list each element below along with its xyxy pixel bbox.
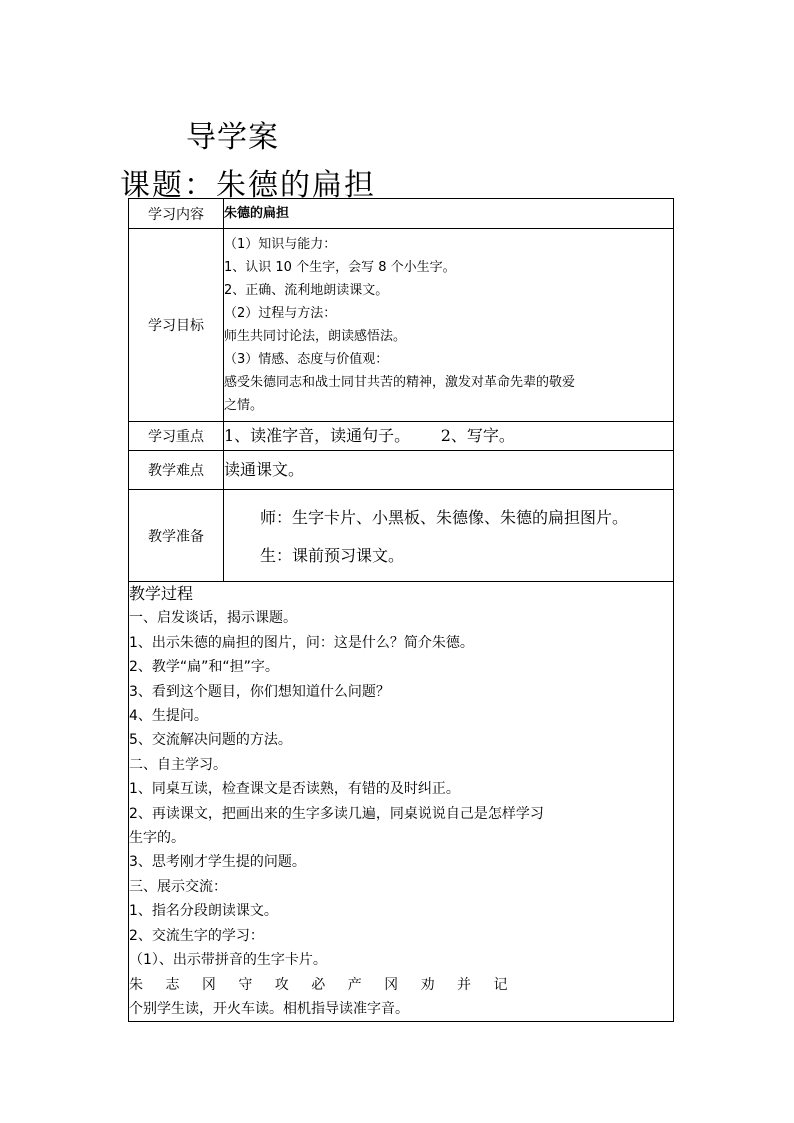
prep-student: 生：课前预习课文。 bbox=[260, 545, 405, 565]
goal-line: 之情。 bbox=[224, 398, 264, 413]
row-value-focus: 1、读准字音，读通句子。 2、写字。 bbox=[224, 422, 674, 451]
teaching-process bbox=[129, 582, 674, 1022]
process-line: （1）、出示带拼音的生字卡片。 bbox=[129, 952, 327, 969]
process-line: 1、出示朱德的扁担的图片，问：这是什么？简介朱德。 bbox=[129, 634, 474, 651]
row-value-content bbox=[224, 199, 674, 229]
prep-teacher: 师：生字卡片、小黑板、朱德像、朱德的扁担图片。 bbox=[260, 507, 629, 527]
process-line: 个别学生读，开火车读。相机指导读准字音。 bbox=[129, 1000, 409, 1017]
content-value: 朱德的扁担 bbox=[224, 206, 290, 221]
process-heading: 教学过程 bbox=[129, 584, 194, 603]
row-value-prep bbox=[224, 490, 674, 582]
table-row bbox=[129, 422, 674, 451]
table-row bbox=[129, 490, 674, 582]
goal-line: 1、认识 10 个生字，会写 8 个小生字。 bbox=[224, 260, 456, 275]
table-row bbox=[129, 451, 674, 490]
new-characters-line: 朱 志 冈 守 攻 必 产 冈 劝 并 记 bbox=[129, 976, 517, 993]
process-line: 2、再读课文，把画出来的生字多读几遍，同桌说说自己是怎样学习 bbox=[129, 805, 544, 822]
process-line: 1、同桌互读，检查课文是否读熟，有错的及时纠正。 bbox=[129, 781, 460, 798]
table-row bbox=[129, 199, 674, 229]
goal-line: 师生共同讨论法，朗读感悟法。 bbox=[224, 329, 407, 344]
process-line: 生字的。 bbox=[129, 830, 185, 847]
goal-line: 感受朱德同志和战士同甘共苦的精神，激发对革命先辈的敬爱 bbox=[224, 375, 576, 390]
lesson-plan-table bbox=[128, 198, 674, 1022]
document-title: 导学案 bbox=[186, 120, 279, 155]
process-line: 1、指名分段朗读课文。 bbox=[129, 903, 278, 920]
row-value-goals bbox=[224, 229, 674, 422]
goal-line: （1）知识与能力： bbox=[224, 237, 337, 252]
row-label-focus: 学习重点 bbox=[129, 422, 224, 451]
process-line: 二、自主学习。 bbox=[129, 756, 227, 773]
process-line: 3、看到这个题目，你们想知道什么问题？ bbox=[129, 683, 390, 700]
table-row bbox=[129, 582, 674, 1022]
row-label-difficulty: 教学难点 bbox=[129, 451, 224, 490]
row-label-goals: 学习目标 bbox=[129, 229, 224, 422]
goal-line: 2、正确、流利地朗读课文。 bbox=[224, 283, 389, 298]
process-line: 5、交流解决问题的方法。 bbox=[129, 732, 292, 749]
lesson-title: 课题：朱德的扁担 bbox=[120, 168, 376, 203]
goal-line: （2）过程与方法： bbox=[224, 306, 337, 321]
table-row bbox=[129, 229, 674, 422]
process-line: 4、生提问。 bbox=[129, 708, 208, 725]
row-label-prep: 教学准备 bbox=[129, 490, 224, 582]
process-line: 一、启发谈话，揭示课题。 bbox=[129, 610, 297, 627]
row-value-difficulty: 读通课文。 bbox=[224, 451, 674, 490]
process-line: 2、教学“扁”和“担”字。 bbox=[129, 659, 279, 676]
row-label-content: 学习内容 bbox=[129, 199, 224, 229]
process-line: 3、思考刚才学生提的问题。 bbox=[129, 854, 306, 871]
goal-line: （3）情感、态度与价值观： bbox=[224, 352, 389, 367]
process-line: 2、交流生字的学习： bbox=[129, 927, 264, 944]
process-line: 三、展示交流： bbox=[129, 878, 227, 895]
